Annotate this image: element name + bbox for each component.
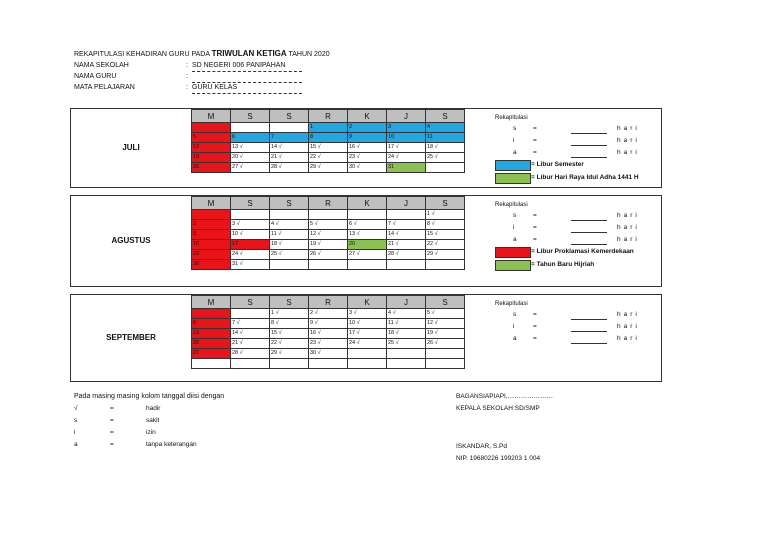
date-cell[interactable] [192, 359, 231, 369]
day-header: J [387, 296, 426, 309]
day-header: S [231, 110, 270, 123]
date-cell[interactable]: 11 √ [270, 230, 309, 240]
date-cell[interactable]: 27 √ [231, 163, 270, 173]
rekap-blank-line[interactable] [571, 236, 607, 245]
date-cell[interactable] [270, 123, 309, 133]
date-cell[interactable]: 27 [192, 349, 231, 359]
calendar-row [192, 339, 465, 349]
legend-sym: √ [74, 405, 78, 412]
day-header: S [231, 296, 270, 309]
legend-swatch-red [495, 247, 531, 258]
calendar-row [192, 309, 465, 319]
calendar-row [192, 163, 465, 173]
date-cell[interactable]: 13 √ [231, 143, 270, 153]
date-cell[interactable]: 4 [426, 123, 465, 133]
rekap-key: a [513, 335, 517, 342]
date-cell[interactable]: 19 √ [309, 240, 348, 250]
rekap-equals: = [533, 224, 537, 231]
date-cell[interactable]: 13 √ [348, 230, 387, 240]
date-cell[interactable] [387, 349, 426, 359]
date-cell[interactable]: 15 √ [426, 230, 465, 240]
day-header: M [192, 197, 231, 210]
date-cell[interactable]: 16 √ [348, 143, 387, 153]
legend-desc: hadir [146, 405, 161, 412]
date-cell[interactable] [309, 260, 348, 270]
date-cell[interactable]: 15 √ [309, 143, 348, 153]
date-cell[interactable] [192, 309, 231, 319]
date-cell[interactable] [387, 359, 426, 369]
date-cell[interactable]: 28 √ [387, 250, 426, 260]
date-cell[interactable]: 21 √ [231, 339, 270, 349]
date-cell[interactable]: 19 [192, 153, 231, 163]
legend-eq: = [110, 417, 114, 424]
calendar-row [192, 349, 465, 359]
colon: : [186, 73, 188, 80]
date-cell[interactable]: 12 √ [309, 230, 348, 240]
date-cell[interactable] [348, 260, 387, 270]
rekap-equals: = [533, 149, 537, 156]
rekap-unit: hari [617, 149, 640, 156]
day-header: S [270, 110, 309, 123]
rekap-equals: = [533, 335, 537, 342]
rekap-equals: = [533, 125, 537, 132]
header-value: GURU KELAS [192, 84, 302, 94]
day-header: J [387, 110, 426, 123]
rekap-unit: hari [617, 323, 640, 330]
date-cell[interactable]: 29 √ [270, 349, 309, 359]
date-cell[interactable]: 18 √ [426, 143, 465, 153]
place-date: BAGANSIAPIAPI,………………… [456, 393, 554, 400]
date-cell[interactable] [231, 359, 270, 369]
calendar-row [192, 230, 465, 240]
date-cell[interactable]: 18 √ [270, 240, 309, 250]
date-cell[interactable] [231, 123, 270, 133]
rekap-title: Rekapitulasi [495, 301, 528, 307]
date-cell[interactable]: 8 √ [270, 319, 309, 329]
day-header: S [270, 197, 309, 210]
date-cell[interactable]: 26 √ [309, 250, 348, 260]
date-cell[interactable]: 9 √ [309, 319, 348, 329]
rekap-key: s [513, 311, 517, 318]
date-cell[interactable]: 7 √ [231, 319, 270, 329]
legend-sym: i [74, 429, 76, 436]
legend-label: = Libur Hari Raya Idul Adha 1441 H [531, 174, 639, 181]
date-cell[interactable]: 22 √ [426, 240, 465, 250]
date-cell[interactable]: 3 √ [231, 220, 270, 230]
date-cell[interactable]: 3 [387, 123, 426, 133]
calendar-row [192, 260, 465, 270]
rekap-unit: hari [617, 224, 640, 231]
date-cell[interactable]: 25 √ [270, 250, 309, 260]
date-cell[interactable]: 20 √ [231, 153, 270, 163]
day-header: K [348, 110, 387, 123]
date-cell[interactable]: 24 √ [387, 153, 426, 163]
date-cell[interactable]: 21 √ [387, 240, 426, 250]
calendar-row [192, 359, 465, 369]
date-cell[interactable] [348, 210, 387, 220]
calendar-table [191, 196, 465, 270]
date-cell[interactable]: 16 [192, 240, 231, 250]
calendar-row [192, 153, 465, 163]
date-cell[interactable]: 23 √ [348, 153, 387, 163]
day-header: K [348, 296, 387, 309]
legend-eq: = [110, 429, 114, 436]
day-header: M [192, 110, 231, 123]
rekap-key: a [513, 236, 517, 243]
rekap-blank-line[interactable] [571, 125, 607, 134]
date-cell[interactable]: 23 [192, 250, 231, 260]
legend-eq: = [110, 405, 114, 412]
calendar-table [191, 109, 465, 173]
rekap-blank-line[interactable] [571, 224, 607, 233]
date-cell[interactable]: 10 √ [348, 319, 387, 329]
rekap-title: Rekapitulasi [495, 202, 528, 208]
date-cell[interactable]: 14 √ [231, 329, 270, 339]
date-cell[interactable]: 2 √ [309, 309, 348, 319]
rekap-unit: hari [617, 335, 640, 342]
signer-name: ISKANDAR, S.Pd [456, 443, 507, 450]
rekap-key: s [513, 212, 517, 219]
date-cell[interactable] [426, 163, 465, 173]
date-cell[interactable]: 31 √ [231, 260, 270, 270]
date-cell[interactable]: 19 √ [426, 329, 465, 339]
date-cell[interactable]: 28 √ [270, 163, 309, 173]
date-cell[interactable]: 5 √ [426, 309, 465, 319]
legend-eq: = [110, 441, 114, 448]
month-name: SEPTEMBER [106, 333, 156, 342]
date-cell[interactable]: 16 √ [309, 329, 348, 339]
rekap-blank-line[interactable] [571, 137, 607, 146]
day-header: S [231, 197, 270, 210]
day-header: M [192, 296, 231, 309]
date-cell[interactable]: 10 [387, 133, 426, 143]
month-name: JULI [122, 143, 140, 152]
day-header: S [426, 197, 465, 210]
rekap-unit: hari [617, 125, 640, 132]
date-cell[interactable]: 24 √ [231, 250, 270, 260]
calendar-row [192, 240, 465, 250]
calendar-row [192, 143, 465, 153]
date-cell[interactable] [192, 123, 231, 133]
calendar-row [192, 133, 465, 143]
date-cell[interactable]: 12 √ [426, 319, 465, 329]
date-cell[interactable] [426, 349, 465, 359]
date-cell[interactable]: 23 √ [309, 339, 348, 349]
date-cell[interactable] [270, 210, 309, 220]
rekap-equals: = [533, 323, 537, 330]
header-label: MATA PELAJARAN [74, 84, 135, 91]
date-cell[interactable] [426, 359, 465, 369]
header-value: SD NEGERI 006 PANIPAHAN [192, 62, 302, 72]
date-cell[interactable]: 29 √ [426, 250, 465, 260]
date-cell[interactable] [192, 210, 231, 220]
date-cell[interactable] [387, 210, 426, 220]
date-cell[interactable]: 17 [231, 240, 270, 250]
header-value [192, 73, 302, 83]
date-cell[interactable]: 14 √ [387, 230, 426, 240]
date-cell[interactable]: 13 [192, 329, 231, 339]
day-header: R [309, 110, 348, 123]
calendar-row [192, 123, 465, 133]
legend-label: = Libur Semester [531, 161, 584, 168]
date-cell[interactable]: 7 √ [387, 220, 426, 230]
date-cell[interactable]: 18 √ [387, 329, 426, 339]
month-name: AGUSTUS [111, 236, 151, 245]
rekap-equals: = [533, 236, 537, 243]
document-title: REKAPITULASI KEHADIRAN GURU PADA TRIWULAN KETIGA TAHUN 2020 [74, 49, 330, 58]
legend-swatch-green [495, 173, 531, 184]
date-cell[interactable]: 1 [309, 123, 348, 133]
colon: : [186, 62, 188, 69]
date-cell[interactable]: 21 √ [270, 153, 309, 163]
date-cell[interactable]: 5 √ [309, 220, 348, 230]
signer-nip: NIP. 19680226 199203 1 004 [456, 455, 541, 462]
calendar-table [191, 295, 465, 369]
date-cell[interactable]: 20 [348, 240, 387, 250]
day-header: K [348, 197, 387, 210]
rekap-equals: = [533, 137, 537, 144]
date-cell[interactable] [231, 210, 270, 220]
date-cell[interactable]: 6 [192, 319, 231, 329]
header-label: NAMA SEKOLAH [74, 62, 129, 69]
calendar-row [192, 329, 465, 339]
rekap-blank-line[interactable] [571, 335, 607, 344]
date-cell[interactable]: 2 [192, 220, 231, 230]
date-cell[interactable]: 9 [192, 230, 231, 240]
date-cell[interactable]: 30 √ [348, 163, 387, 173]
date-cell[interactable]: 1 √ [426, 210, 465, 220]
date-cell[interactable]: 22 √ [309, 153, 348, 163]
month-block-september [70, 294, 662, 382]
date-cell[interactable]: 30 √ [309, 349, 348, 359]
rekap-unit: hari [617, 236, 640, 243]
date-cell[interactable]: 27 √ [348, 250, 387, 260]
colon: : [186, 84, 188, 91]
legend-swatch-blue [495, 160, 531, 171]
rekap-equals: = [533, 311, 537, 318]
date-cell[interactable]: 12 [192, 143, 231, 153]
date-cell[interactable]: 29 √ [309, 163, 348, 173]
date-cell[interactable] [270, 359, 309, 369]
rekap-key: a [513, 149, 517, 156]
principal-position: KEPALA SEKOLAH SD/SMP [456, 405, 540, 412]
day-header: R [309, 197, 348, 210]
calendar-row [192, 210, 465, 220]
date-cell[interactable] [348, 359, 387, 369]
day-header: S [426, 296, 465, 309]
calendar-row [192, 220, 465, 230]
date-cell[interactable]: 15 √ [270, 329, 309, 339]
rekap-key: i [513, 137, 515, 144]
day-header: R [309, 296, 348, 309]
rekap-key: i [513, 224, 515, 231]
legend-swatch-green [495, 260, 531, 271]
date-cell[interactable]: 14 √ [270, 143, 309, 153]
day-header: J [387, 197, 426, 210]
calendar-row [192, 319, 465, 329]
month-block-juli [70, 108, 662, 188]
rekap-blank-line[interactable] [571, 149, 607, 158]
date-cell[interactable] [426, 260, 465, 270]
date-cell[interactable]: 3 √ [348, 309, 387, 319]
date-cell[interactable]: 25 √ [426, 153, 465, 163]
rekap-equals: = [533, 212, 537, 219]
date-cell[interactable]: 7 [270, 133, 309, 143]
date-cell[interactable]: 20 [192, 339, 231, 349]
legend-desc: tanpa keterangan [146, 441, 197, 448]
date-cell[interactable] [231, 309, 270, 319]
calendar-row [192, 250, 465, 260]
date-cell[interactable]: 26 [192, 163, 231, 173]
date-cell[interactable] [387, 260, 426, 270]
legend-desc: sakit [146, 417, 160, 424]
legend-sym: a [74, 441, 78, 448]
rekap-unit: hari [617, 212, 640, 219]
date-cell[interactable]: 22 √ [270, 339, 309, 349]
date-cell[interactable]: 11 √ [387, 319, 426, 329]
date-cell[interactable]: 6 [231, 133, 270, 143]
legend-title: Pada masing masing kolom tanggal diisi dengan [74, 393, 225, 400]
date-cell[interactable]: 24 √ [348, 339, 387, 349]
header-label: NAMA GURU [74, 73, 117, 80]
date-cell[interactable]: 4 √ [387, 309, 426, 319]
date-cell[interactable]: 26 √ [426, 339, 465, 349]
date-cell[interactable]: 31 [387, 163, 426, 173]
legend-sym: s [74, 417, 78, 424]
date-cell[interactable]: 2 [348, 123, 387, 133]
date-cell[interactable]: 17 √ [348, 329, 387, 339]
rekap-blank-line[interactable] [571, 323, 607, 332]
date-cell[interactable]: 1 √ [270, 309, 309, 319]
legend-desc: izin [146, 429, 156, 436]
date-cell[interactable]: 8 √ [426, 220, 465, 230]
rekap-blank-line[interactable] [571, 212, 607, 221]
date-cell[interactable]: 5 [192, 133, 231, 143]
date-cell[interactable]: 4 √ [270, 220, 309, 230]
date-cell[interactable]: 6 √ [348, 220, 387, 230]
legend-label: = Tahun Baru Hijriah [531, 261, 595, 268]
rekap-title: Rekapitulasi [495, 115, 528, 121]
date-cell[interactable] [309, 210, 348, 220]
date-cell[interactable]: 30 [192, 260, 231, 270]
date-cell[interactable]: 17 √ [387, 143, 426, 153]
date-cell[interactable]: 25 √ [387, 339, 426, 349]
day-header: S [426, 110, 465, 123]
date-cell[interactable] [309, 359, 348, 369]
month-block-agustus [70, 195, 662, 287]
date-cell[interactable]: 28 √ [231, 349, 270, 359]
rekap-blank-line[interactable] [571, 311, 607, 320]
rekap-unit: hari [617, 311, 640, 318]
date-cell[interactable] [270, 260, 309, 270]
date-cell[interactable]: 9 [348, 133, 387, 143]
legend-label: = Libur Proklamasi Kemerdekaan [531, 248, 634, 255]
date-cell[interactable]: 11 [426, 133, 465, 143]
rekap-unit: hari [617, 137, 640, 144]
date-cell[interactable] [348, 349, 387, 359]
day-header: S [270, 296, 309, 309]
rekap-key: s [513, 125, 517, 132]
date-cell[interactable]: 10 √ [231, 230, 270, 240]
date-cell[interactable]: 8 [309, 133, 348, 143]
rekap-key: i [513, 323, 515, 330]
